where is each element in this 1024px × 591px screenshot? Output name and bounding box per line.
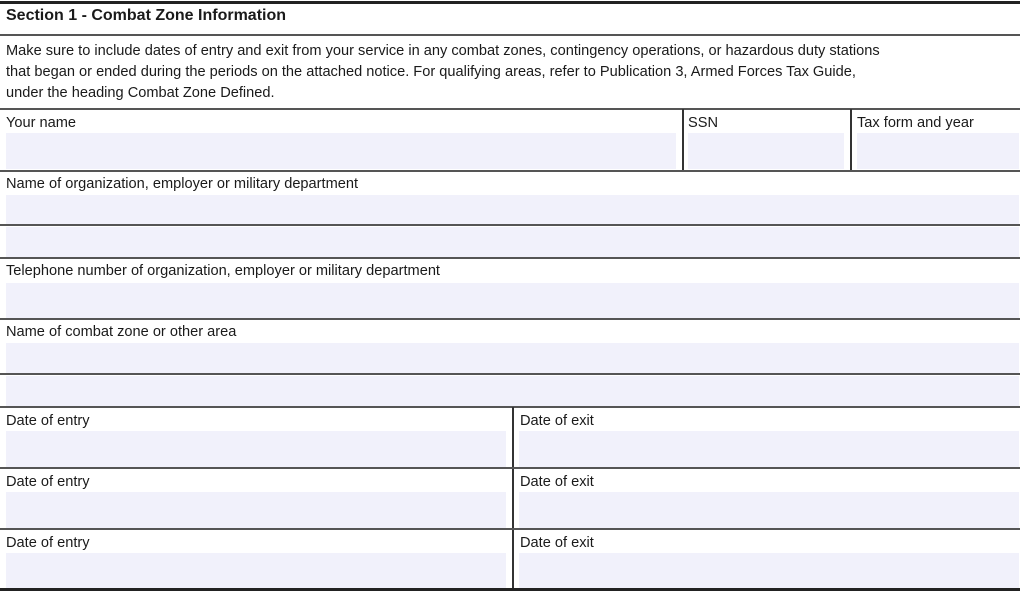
dates-column-divider <box>512 407 514 590</box>
organization-input-line-1[interactable] <box>6 195 1019 224</box>
row-rule <box>0 406 1020 408</box>
combat-zone-input-line-1[interactable] <box>6 343 1019 373</box>
row-rule <box>0 318 1020 320</box>
instruction-line: Make sure to include dates of entry and exit from your service in any combat zones, contingency operations, or hazardous duty stations <box>6 43 880 59</box>
organization-input-line-2[interactable] <box>6 227 1019 257</box>
combat-zone-label: Name of combat zone or other area <box>6 324 237 340</box>
date-of-exit-input-2[interactable] <box>519 492 1019 528</box>
date-of-exit-label: Date of exit <box>520 474 594 490</box>
section-title: Section 1 - Combat Zone Information <box>6 7 287 24</box>
date-of-exit-input-3[interactable] <box>519 553 1019 589</box>
tax-form-year-label: Tax form and year <box>857 115 974 131</box>
row-rule <box>0 257 1020 259</box>
telephone-input[interactable] <box>6 283 1019 318</box>
top-rule <box>0 1 1020 4</box>
date-of-exit-label: Date of exit <box>520 535 594 551</box>
title-rule <box>0 34 1020 36</box>
instructions <box>6 41 1021 104</box>
ssn-input[interactable] <box>688 133 844 169</box>
organization-label: Name of organization, employer or military department <box>6 176 359 192</box>
date-of-entry-label: Date of entry <box>6 413 90 429</box>
instructions-rule <box>0 108 1020 110</box>
row-rule <box>0 224 1020 226</box>
your-name-label: Your name <box>6 115 77 131</box>
combat-zone-input-line-2[interactable] <box>6 376 1019 406</box>
date-of-entry-label: Date of entry <box>6 535 90 551</box>
column-divider <box>682 109 684 171</box>
telephone-label: Telephone number of organization, employer or military department <box>6 263 440 279</box>
tax-form-year-input[interactable] <box>857 133 1019 169</box>
date-of-entry-input-1[interactable] <box>6 431 506 467</box>
row-rule <box>0 528 1020 530</box>
row-rule <box>0 467 1020 469</box>
date-of-exit-input-1[interactable] <box>519 431 1019 467</box>
column-divider <box>850 109 852 171</box>
row-rule <box>0 373 1020 375</box>
ssn-label: SSN <box>688 115 719 131</box>
date-of-entry-input-3[interactable] <box>6 553 506 589</box>
date-of-entry-input-2[interactable] <box>6 492 506 528</box>
row-rule <box>0 170 1020 172</box>
your-name-input[interactable] <box>6 133 676 169</box>
date-of-exit-label: Date of exit <box>520 413 594 429</box>
date-of-entry-label: Date of entry <box>6 474 90 490</box>
instruction-line: under the heading Combat Zone Defined. <box>6 85 275 101</box>
instruction-line: that began or ended during the periods on the attached notice. For qualifying areas, refer to Publication 3, Armed Forces Tax Guide, <box>6 64 856 80</box>
